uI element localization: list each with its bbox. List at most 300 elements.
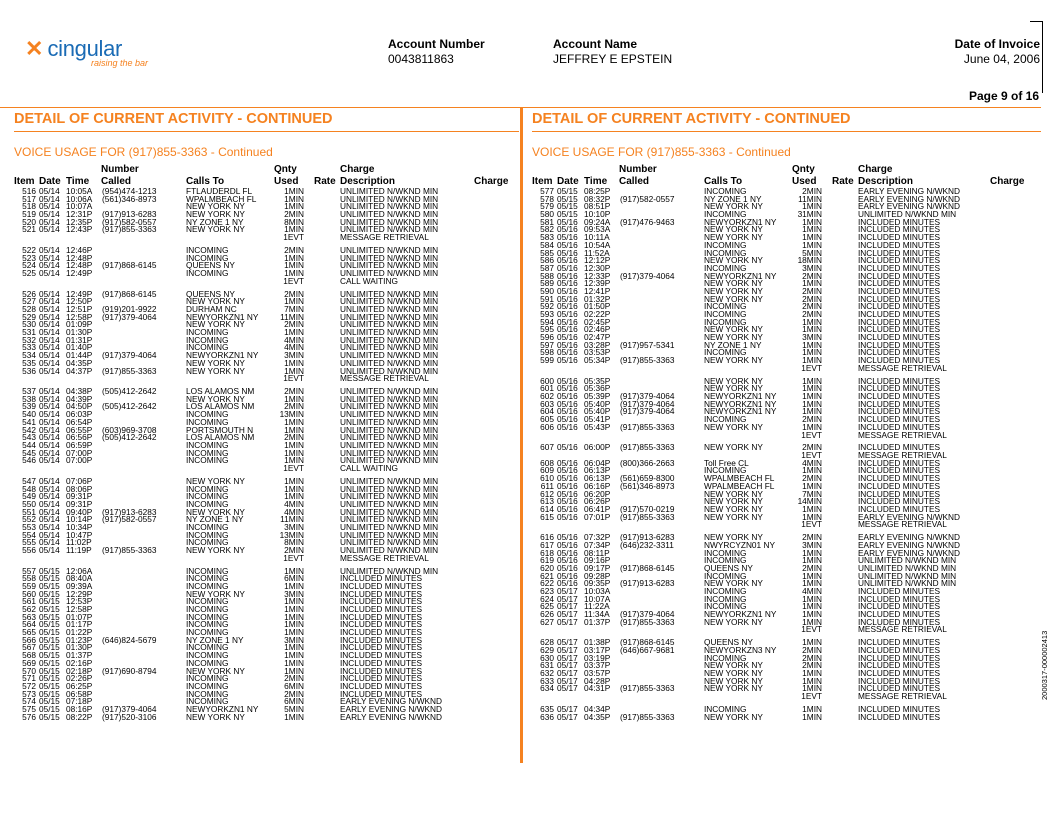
row-time: 09:53A bbox=[584, 224, 611, 235]
row-used: 1MIN bbox=[802, 201, 822, 212]
usage-row bbox=[22, 711, 502, 722]
row-description: UNLIMITED N/WKND MIN bbox=[340, 288, 439, 299]
row-item: 518 bbox=[22, 201, 36, 212]
row-date: 05/16 bbox=[557, 511, 578, 522]
row-date: 05/16 bbox=[557, 442, 578, 453]
row-time: 12:30P bbox=[584, 262, 611, 273]
row-description: UNLIMITED N/WKND MIN bbox=[340, 327, 439, 338]
row-description: INCLUDED MINUTES bbox=[858, 255, 941, 266]
row-calls-to: NEW YORK NY bbox=[704, 511, 763, 522]
usage-row bbox=[540, 498, 1020, 506]
row-called: (561)346-8973 bbox=[620, 480, 675, 491]
row-item: 579 bbox=[540, 201, 554, 212]
row-used: 1MIN bbox=[802, 375, 822, 386]
row-calls-to: NEW YORK NY bbox=[704, 355, 763, 366]
usage-row bbox=[540, 703, 1020, 714]
row-description: UNLIMITED N/WKND MIN bbox=[340, 401, 439, 412]
row-calls-to: NEW YORK NY bbox=[704, 660, 763, 671]
row-time: 07:18P bbox=[66, 696, 93, 707]
row-description: MESSAGE RETRIEVAL bbox=[858, 624, 947, 635]
row-description: EARLY EVENING N/WKND bbox=[858, 532, 961, 543]
usage-row bbox=[540, 652, 1020, 663]
usage-rows-left bbox=[22, 188, 502, 721]
row-date: 05/16 bbox=[557, 375, 578, 386]
row-time: 09:39A bbox=[66, 580, 93, 591]
row-used: 1EVT bbox=[283, 552, 304, 563]
usage-row bbox=[22, 611, 502, 622]
row-time: 05:35P bbox=[584, 375, 611, 386]
row-time: 10:10P bbox=[584, 209, 611, 220]
row-called: (917)913-6283 bbox=[102, 209, 157, 220]
row-used: 2MIN bbox=[802, 532, 822, 543]
row-called: (917)570-0219 bbox=[620, 503, 675, 514]
row-time: 01:44P bbox=[66, 350, 93, 361]
row-date: 05/16 bbox=[557, 480, 578, 491]
row-calls-to: NEW YORK NY bbox=[704, 324, 763, 335]
row-time: 04:38P bbox=[66, 386, 93, 397]
row-used: 2MIN bbox=[802, 414, 822, 425]
row-date: 05/14 bbox=[39, 455, 60, 466]
row-used: 5MIN bbox=[802, 247, 822, 258]
row-description: MESSAGE RETRIEVAL bbox=[340, 232, 429, 243]
row-used: 1MIN bbox=[284, 665, 304, 676]
row-calls-to: INCOMING bbox=[186, 483, 229, 494]
row-item: 607 bbox=[540, 442, 554, 453]
row-item: 519 bbox=[22, 209, 36, 220]
row-item: 632 bbox=[540, 668, 554, 678]
row-description: INCLUDED MINUTES bbox=[340, 680, 423, 691]
row-item: 629 bbox=[540, 644, 554, 655]
row-description: UNLIMITED N/WKND MIN bbox=[340, 521, 439, 532]
row-description: UNLIMITED N/WKND MIN bbox=[340, 491, 439, 502]
row-item: 534 bbox=[22, 350, 36, 361]
row-description: MESSAGE RETRIEVAL bbox=[858, 429, 947, 440]
row-date: 05/14 bbox=[39, 327, 60, 338]
col-description: Description bbox=[340, 176, 396, 187]
row-item: 544 bbox=[22, 439, 36, 450]
row-item: 606 bbox=[540, 421, 554, 432]
row-used: 1MIN bbox=[802, 616, 822, 627]
row-time: 07:00P bbox=[66, 447, 93, 458]
row-calls-to: NEWYORKZN1 NY bbox=[704, 398, 777, 409]
row-item: 568 bbox=[22, 650, 36, 661]
row-item: 567 bbox=[22, 642, 36, 653]
row-description: INCLUDED MINUTES bbox=[340, 650, 423, 661]
row-used: 1MIN bbox=[802, 547, 822, 558]
row-called: (917)855-3363 bbox=[620, 421, 675, 432]
row-time: 09:24A bbox=[584, 216, 611, 227]
usage-row bbox=[22, 234, 502, 242]
row-item: 554 bbox=[22, 529, 36, 540]
row-used: 2MIN bbox=[284, 688, 304, 699]
row-item: 611 bbox=[540, 480, 554, 491]
row-date: 05/14 bbox=[39, 260, 60, 271]
row-description: INCLUDED MINUTES bbox=[858, 496, 941, 507]
row-calls-to: INCOMING bbox=[186, 529, 229, 540]
row-date: 05/16 bbox=[557, 406, 578, 417]
row-item: 599 bbox=[540, 355, 554, 366]
row-description: INCLUDED MINUTES bbox=[858, 711, 941, 722]
row-item: 548 bbox=[22, 483, 36, 494]
row-description: MESSAGE RETRIEVAL bbox=[858, 519, 947, 530]
row-used: 1MIN bbox=[802, 316, 822, 327]
row-item: 546 bbox=[22, 455, 36, 466]
row-calls-to: NY ZONE 1 NY bbox=[186, 634, 244, 645]
row-calls-to: NEW YORK NY bbox=[186, 319, 245, 330]
section-title-rule-right bbox=[532, 131, 1041, 132]
row-called: (917)855-3363 bbox=[620, 711, 675, 722]
row-called: (917)582-0557 bbox=[102, 216, 157, 227]
row-calls-to: INCOMING bbox=[186, 245, 229, 255]
usage-row bbox=[540, 316, 1020, 327]
row-time: 12:49P bbox=[66, 288, 93, 299]
section-title-rule bbox=[14, 131, 519, 132]
row-description: INCLUDED MINUTES bbox=[858, 465, 941, 476]
row-item: 591 bbox=[540, 293, 554, 304]
row-used: 3MIN bbox=[802, 539, 822, 550]
row-time: 01:37P bbox=[584, 616, 611, 627]
row-item: 635 bbox=[540, 703, 554, 714]
row-item: 601 bbox=[540, 383, 554, 394]
row-date: 05/17 bbox=[557, 711, 578, 722]
row-date: 05/16 bbox=[557, 555, 578, 566]
row-calls-to: INCOMING bbox=[186, 416, 229, 427]
row-date: 05/15 bbox=[39, 711, 60, 722]
row-called: (917)913-6283 bbox=[102, 506, 157, 517]
usage-row bbox=[540, 475, 1020, 483]
row-called: (917)379-4064 bbox=[102, 311, 157, 322]
row-time: 04:34P bbox=[584, 703, 611, 714]
row-calls-to: INCOMING bbox=[186, 688, 229, 699]
row-date: 05/14 bbox=[39, 186, 60, 196]
row-item: 521 bbox=[22, 224, 36, 235]
row-description: UNLIMITED N/WKND MIN bbox=[340, 201, 439, 212]
row-description: INCLUDED MINUTES bbox=[858, 262, 941, 273]
usage-row bbox=[540, 375, 1020, 386]
row-time: 02:16P bbox=[66, 657, 93, 668]
row-description: UNLIMITED N/WKND MIN bbox=[340, 506, 439, 517]
col-used: Used bbox=[274, 176, 299, 187]
row-used: 2MIN bbox=[284, 432, 304, 443]
row-description: INCLUDED MINUTES bbox=[858, 480, 941, 491]
row-item: 590 bbox=[540, 285, 554, 296]
row-item: 620 bbox=[540, 562, 554, 573]
row-calls-to: INCOMING bbox=[704, 247, 747, 258]
row-description: INCLUDED MINUTES bbox=[858, 668, 941, 678]
row-description: INCLUDED MINUTES bbox=[858, 347, 941, 358]
usage-row bbox=[540, 334, 1020, 342]
row-calls-to: INCOMING bbox=[186, 409, 229, 420]
row-time: 12:29P bbox=[66, 588, 93, 599]
row-item: 571 bbox=[22, 673, 36, 684]
usage-row bbox=[540, 693, 1020, 701]
row-calls-to: NEW YORK NY bbox=[704, 616, 763, 627]
row-description: INCLUDED MINUTES bbox=[858, 247, 941, 258]
row-date: 05/16 bbox=[557, 285, 578, 296]
row-date: 05/15 bbox=[557, 186, 578, 196]
row-description: INCLUDED MINUTES bbox=[858, 224, 941, 235]
row-used: 11MIN bbox=[798, 193, 822, 204]
row-description: INCLUDED MINUTES bbox=[858, 355, 941, 366]
row-used: 2MIN bbox=[284, 209, 304, 220]
usage-row bbox=[540, 521, 1020, 529]
row-date: 05/16 bbox=[557, 224, 578, 235]
row-calls-to: LOS ALAMOS NM bbox=[186, 401, 255, 412]
row-calls-to: NEW YORK NY bbox=[704, 285, 763, 296]
row-description: MESSAGE RETRIEVAL bbox=[858, 362, 947, 373]
row-time: 12:12P bbox=[584, 255, 611, 266]
row-description: UNLIMITED N/WKND MIN bbox=[340, 514, 439, 525]
row-item: 580 bbox=[540, 209, 554, 220]
row-used: 1MIN bbox=[284, 393, 304, 404]
row-used: 2MIN bbox=[802, 293, 822, 304]
logo-wordmark: cingular bbox=[47, 36, 123, 61]
row-time: 04:39P bbox=[66, 393, 93, 404]
row-called: (917)582-0557 bbox=[102, 514, 157, 525]
row-item: 585 bbox=[540, 247, 554, 258]
row-calls-to: WPALMBEACH FL bbox=[186, 193, 257, 204]
row-time: 12:31P bbox=[66, 209, 93, 220]
row-time: 09:17P bbox=[584, 562, 611, 573]
row-description: INCLUDED MINUTES bbox=[858, 316, 941, 327]
row-used: 4MIN bbox=[284, 506, 304, 517]
row-description: INCLUDED MINUTES bbox=[858, 391, 941, 402]
row-description: UNLIMITED N/WKND MIN bbox=[340, 529, 439, 540]
row-used: 1MIN bbox=[284, 260, 304, 271]
row-used: 6MIN bbox=[284, 573, 304, 584]
row-used: 2MIN bbox=[802, 644, 822, 655]
row-item: 550 bbox=[22, 498, 36, 509]
row-calls-to: INCOMING bbox=[186, 680, 229, 691]
row-description: UNLIMITED N/WKND MIN bbox=[340, 216, 439, 227]
row-time: 06:20P bbox=[584, 488, 611, 499]
row-description: INCLUDED MINUTES bbox=[340, 642, 423, 653]
row-time: 04:31P bbox=[584, 683, 611, 694]
row-calls-to: NY ZONE 1 NY bbox=[186, 514, 244, 525]
row-description: INCLUDED MINUTES bbox=[340, 580, 423, 591]
usage-row bbox=[22, 621, 502, 629]
row-date: 05/16 bbox=[557, 324, 578, 335]
row-time: 08:22P bbox=[66, 711, 93, 722]
row-used: 3MIN bbox=[284, 350, 304, 361]
row-called: (917)855-3363 bbox=[620, 616, 675, 627]
row-used: 2MIN bbox=[284, 401, 304, 412]
row-item: 623 bbox=[540, 585, 554, 596]
row-date: 05/14 bbox=[39, 514, 60, 525]
row-description: UNLIMITED N/WKND MIN bbox=[340, 268, 439, 279]
row-time: 04:35P bbox=[66, 357, 93, 368]
row-calls-to: INCOMING bbox=[704, 652, 747, 663]
usage-row bbox=[540, 385, 1020, 393]
row-item: 593 bbox=[540, 309, 554, 319]
row-description: UNLIMITED N/WKND MIN bbox=[340, 424, 439, 435]
row-calls-to: NEW YORK NY bbox=[704, 293, 763, 304]
row-used: 1EVT bbox=[283, 275, 304, 286]
usage-row bbox=[540, 421, 1020, 432]
row-called: (917)855-3363 bbox=[620, 683, 675, 694]
row-calls-to: NEWYORKZN1 NY bbox=[704, 609, 777, 619]
row-called: (917)690-8794 bbox=[102, 665, 157, 676]
row-calls-to: LOS ALAMOS NM bbox=[186, 432, 255, 443]
row-item: 532 bbox=[22, 334, 36, 345]
row-description: UNLIMITED N/WKND MIN bbox=[340, 357, 439, 368]
col-qnty-top-right: Qnty bbox=[792, 164, 815, 175]
row-calls-to: NEWYORKZN1 NY bbox=[186, 350, 259, 361]
row-item: 573 bbox=[22, 688, 36, 699]
usage-row bbox=[22, 575, 502, 583]
usage-row bbox=[22, 588, 502, 599]
row-item: 523 bbox=[22, 252, 36, 263]
row-used: 1MIN bbox=[802, 593, 822, 604]
row-time: 02:22P bbox=[584, 309, 611, 319]
row-time: 10:06A bbox=[66, 193, 93, 204]
usage-row bbox=[540, 270, 1020, 281]
row-item: 557 bbox=[22, 565, 36, 576]
row-item: 522 bbox=[22, 245, 36, 255]
row-date: 05/16 bbox=[557, 496, 578, 507]
row-used: 1MIN bbox=[802, 503, 822, 514]
row-description: INCLUDED MINUTES bbox=[858, 339, 941, 350]
row-item: 582 bbox=[540, 224, 554, 235]
col-rate: Rate bbox=[314, 176, 336, 187]
row-description: UNLIMITED N/WKND MIN bbox=[858, 578, 957, 589]
row-date: 05/14 bbox=[39, 311, 60, 322]
row-calls-to: NEW YORK NY bbox=[704, 488, 763, 499]
row-calls-to: INCOMING bbox=[186, 657, 229, 668]
usage-row bbox=[540, 711, 1020, 722]
col-time: Time bbox=[66, 176, 90, 187]
row-item: 608 bbox=[540, 457, 554, 468]
usage-row bbox=[540, 611, 1020, 619]
usage-row bbox=[540, 393, 1020, 401]
row-description: EARLY EVENING N/WKND bbox=[858, 547, 961, 558]
row-time: 05:40P bbox=[584, 398, 611, 409]
row-item: 587 bbox=[540, 262, 554, 273]
row-calls-to: INCOMING bbox=[186, 642, 229, 653]
row-description: INCLUDED MINUTES bbox=[858, 406, 941, 417]
row-description: EARLY EVENING N/WKND bbox=[858, 539, 961, 550]
row-used: 1MIN bbox=[284, 201, 304, 212]
row-used: 1MIN bbox=[802, 421, 822, 432]
row-description: INCLUDED MINUTES bbox=[858, 609, 941, 619]
row-used: 2MIN bbox=[802, 442, 822, 453]
row-used: 1MIN bbox=[802, 383, 822, 394]
row-calls-to: NEW YORK NY bbox=[186, 665, 245, 676]
row-item: 547 bbox=[22, 475, 36, 486]
usage-row bbox=[540, 293, 1020, 304]
row-date: 05/14 bbox=[39, 342, 60, 353]
row-description: INCLUDED MINUTES bbox=[858, 309, 941, 319]
usage-row bbox=[22, 680, 502, 691]
col-calls-to: Calls To bbox=[186, 176, 225, 187]
row-used: 1MIN bbox=[284, 565, 304, 576]
row-time: 08:11P bbox=[584, 547, 610, 558]
row-used: 7MIN bbox=[802, 488, 822, 499]
row-date: 05/16 bbox=[557, 383, 578, 394]
row-item: 625 bbox=[540, 601, 554, 612]
usage-row bbox=[22, 275, 502, 286]
row-calls-to: INCOMING bbox=[186, 627, 229, 638]
row-called: (917)855-3363 bbox=[102, 365, 157, 376]
row-used: 1MIN bbox=[802, 480, 822, 491]
row-time: 09:28P bbox=[584, 570, 611, 581]
row-time: 01:07P bbox=[66, 611, 93, 622]
row-date: 05/15 bbox=[39, 580, 60, 591]
row-calls-to: NEWYORKZN1 NY bbox=[186, 703, 259, 714]
row-date: 05/15 bbox=[39, 565, 60, 576]
row-description: UNLIMITED N/WKND MIN bbox=[340, 455, 439, 466]
row-item: 630 bbox=[540, 652, 554, 663]
row-description: UNLIMITED N/WKND MIN bbox=[340, 193, 439, 204]
row-time: 05:41P bbox=[584, 414, 611, 425]
row-description: UNLIMITED N/WKND MIN bbox=[340, 304, 439, 314]
row-date: 05/15 bbox=[39, 665, 60, 676]
row-time: 06:41P bbox=[584, 503, 611, 514]
row-date: 05/15 bbox=[39, 688, 60, 699]
row-description: UNLIMITED N/WKND MIN bbox=[340, 296, 439, 307]
row-description: UNLIMITED N/WKND MIN bbox=[858, 209, 957, 220]
row-time: 05:36P bbox=[584, 383, 611, 394]
row-used: 2MIN bbox=[802, 562, 822, 573]
row-time: 12:48P bbox=[66, 260, 93, 271]
usage-row bbox=[540, 362, 1020, 373]
usage-row bbox=[540, 675, 1020, 686]
row-description: INCLUDED MINUTES bbox=[858, 503, 941, 514]
row-calls-to: INCOMING bbox=[186, 498, 229, 509]
row-item: 552 bbox=[22, 514, 36, 525]
row-used: 1MIN bbox=[802, 555, 822, 566]
row-date: 05/16 bbox=[557, 332, 578, 343]
row-used: 1MIN bbox=[802, 355, 822, 366]
row-item: 575 bbox=[22, 703, 36, 714]
row-used: 1MIN bbox=[284, 611, 304, 622]
usage-row bbox=[540, 603, 1020, 611]
row-item: 516 bbox=[22, 186, 36, 196]
row-date: 05/14 bbox=[39, 393, 60, 404]
row-calls-to: INCOMING bbox=[186, 696, 229, 707]
row-used: 1MIN bbox=[802, 637, 822, 648]
row-calls-to: INCOMING bbox=[186, 596, 229, 607]
account-number-label: Account Number bbox=[388, 37, 485, 51]
row-used: 1MIN bbox=[284, 424, 304, 435]
row-date: 05/16 bbox=[557, 570, 578, 581]
row-item: 574 bbox=[22, 696, 36, 707]
row-called: (917)913-6283 bbox=[620, 578, 675, 589]
row-item: 602 bbox=[540, 391, 554, 402]
row-called: (505)412-2642 bbox=[102, 401, 157, 412]
row-used: 1MIN bbox=[284, 604, 304, 614]
row-called: (917)868-6145 bbox=[102, 260, 157, 271]
row-description: UNLIMITED N/WKND MIN bbox=[340, 416, 439, 427]
row-used: 1MIN bbox=[284, 483, 304, 494]
row-calls-to: NY ZONE 1 NY bbox=[704, 339, 762, 350]
row-used: 31MIN bbox=[797, 209, 822, 220]
row-used: 7MIN bbox=[284, 304, 304, 314]
row-used: 11MIN bbox=[280, 514, 304, 525]
row-item: 566 bbox=[22, 634, 36, 645]
row-item: 535 bbox=[22, 357, 36, 368]
row-date: 05/14 bbox=[39, 268, 60, 279]
row-date: 05/14 bbox=[39, 319, 60, 330]
row-calls-to: INCOMING bbox=[186, 580, 229, 591]
row-item: 583 bbox=[540, 232, 554, 243]
row-date: 05/15 bbox=[39, 657, 60, 668]
row-date: 05/17 bbox=[557, 593, 578, 604]
row-used: 3MIN bbox=[284, 521, 304, 532]
col-date: Date bbox=[39, 176, 61, 187]
row-item: 533 bbox=[22, 342, 36, 353]
row-calls-to: FTLAUDERDL FL bbox=[186, 186, 253, 196]
